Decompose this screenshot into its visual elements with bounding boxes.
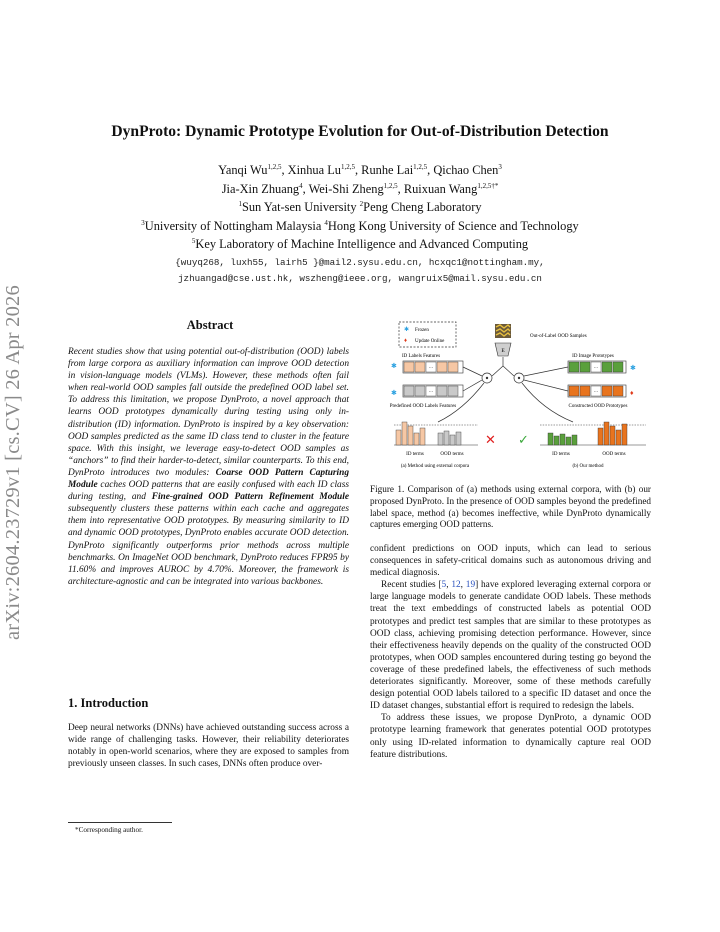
figure-1 (368, 318, 652, 474)
author-line-1: Yanqi Wu$^{1,2,5}$, Xinhua Lu$^{1,2,5}$, Runhe Lai$^{1,2,5}$, Qichao Chen$^3$ (218, 163, 502, 178)
subfigure-a-caption: (a) Method using external corpora (400, 464, 470, 469)
id-label-feature-row (403, 361, 463, 373)
arxiv-identifier: arXiv:2604.23729v1 [cs.CV] 26 Apr 2026 (2, 285, 24, 640)
affiliation-line-1: $^1$Sun Yat-sen University $^2$Peng Cheng Laboratory (238, 200, 482, 215)
id-prototype-row (568, 361, 626, 373)
ellipsis: ··· (593, 390, 599, 395)
flame-icon: ♦ (404, 338, 408, 344)
snowflake-icon: ✱ (630, 364, 636, 372)
citation-link[interactable]: 12 (451, 580, 461, 591)
paragraph: Recent studies [5, 12, 19] have explored leveraging external corpora or large language models to generate candidate OOD labels. These methods treat the text embeddings of constructed labels as potential OOD prototypes and predict test samples that are similar to these prototypes as OOD class, achieving promising detection performance. However, since their effectiveness heavily depends on the quality of the constructed OOD prototypes, when OOD samples encountered during testing go beyond the coverage of these predefined labels, the effectiveness of such methods deteriorates significantly. Moreover, some of these methods carefully design potential OOD labels tailored to a specific ID dataset and once the ID dataset changes, substantial effort is required to redesign the labels. (370, 580, 652, 712)
author-line-2: Jia-Xin Zhuang$^4$, Wei-Shi Zheng$^{1,2,5}$, Ruixuan Wang$^{1,2,5\dagger*}$ (221, 181, 499, 196)
similarity-operators (438, 357, 573, 422)
email-line-1: {wuyq268, luxh55, lairh5 }@mail2.sysu.edu.cn, hcxqc1@nottingham.my, (175, 257, 545, 268)
score-bars-a (394, 422, 478, 445)
snowflake-icon: ✱ (404, 327, 410, 333)
abstract-heading: Abstract (186, 318, 234, 332)
ood-prototype-row (568, 385, 626, 397)
legend-update: Update Online (415, 339, 445, 344)
ellipsis: ··· (593, 366, 599, 371)
ood-label-feature-row (403, 385, 463, 397)
paragraph: To address these issues, we propose DynProto, a dynamic OOD prototype learning framework that generates potential OOD prototypes only using ID-related information to dynamically capture real OOD feature distributions. (370, 713, 651, 760)
ood-terms-label-b: OOD terms (602, 452, 626, 457)
dot-operator (518, 377, 520, 379)
paragraph: confident predictions on OOD inputs, which can lead to serious consequences in safety-critical domains such as autonomous driving and medical diagnosis. (370, 544, 651, 579)
section-heading-introduction: 1. Introduction (68, 696, 149, 710)
introduction-text: Deep neural networks (DNNs) have achieved outstanding success across a wide range of challenging tasks. However, their reliability deteriorates notably in open-world scenarios, where they are exposed to samples from previously unseen classes. In such cases, DNNs often produce over- (68, 723, 349, 770)
encoder-label: E (501, 348, 505, 354)
id-terms-label-b: ID terms (552, 452, 570, 457)
id-labels-features-label: ID Labels Features (401, 354, 441, 359)
email-block (60, 255, 660, 287)
ellipsis: ··· (428, 366, 434, 371)
id-terms-label-a: ID terms (406, 452, 424, 457)
author-block (60, 160, 660, 253)
cross-icon: ✕ (485, 432, 496, 447)
citation-link[interactable]: 5 (441, 580, 447, 591)
affiliation-line-3: $^5$Key Laboratory of Machine Intelligence and Advanced Computing (191, 237, 529, 252)
footnote: *Corresponding author. (75, 826, 143, 834)
footnote-rule (68, 822, 172, 823)
ellipsis: ··· (428, 390, 434, 395)
affiliation-line-2: $^3$University of Nottingham Malaysia $^4$Hong Kong University of Science and Technology (141, 218, 579, 233)
right-column-text (370, 543, 651, 761)
check-icon: ✓ (518, 432, 529, 447)
email-line-2: jzhuangad@cse.ust.hk, wszheng@ieee.org, wangruix5@mail.sysu.edu.cn (178, 273, 542, 284)
figure-caption: Figure 1. Comparison of (a) methods using external corpora, with (b) our proposed DynProto. In the presence of OOD samples beyond the predefined label space, method (a) becomes ineffective, while DynProto dynamically captures emerging OOD patterns. (370, 484, 651, 530)
subfigure-b-caption: (b) Our method (572, 464, 604, 469)
paper-title: DynProto: Dynamic Prototype Evolution for Out-of-Distribution Detection (111, 123, 609, 140)
ood-terms-label-a: OOD terms (440, 452, 464, 457)
ood-sample-images (495, 324, 511, 338)
score-bars-b (540, 422, 646, 445)
citation-link[interactable]: 19 (465, 580, 476, 591)
constructed-ood-label: Constructed OOD Prototypes (568, 404, 628, 409)
snowflake-icon: ✱ (391, 362, 397, 370)
snowflake-icon: ✱ (391, 389, 397, 397)
flame-icon: ♦ (630, 389, 634, 397)
id-image-prototypes-label: ID Image Prototypes (572, 354, 614, 359)
ood-samples-label: Out-of-Label OOD Samples (530, 334, 587, 339)
predefined-ood-label: Predefined OOD Labels Features (389, 404, 457, 409)
dot-operator (486, 377, 488, 379)
abstract-text: Recent studies show that using potential out-of-distribution (OOD) labels from large corpora as auxiliary information can improve OOD detection in vision-language models (VLMs). However, these methods often fail when real-world OOD samples fall outside the predefined OOD label set. To address this limitation, we propose DynProto, a novel approach that learns OOD prototypes dynamically during testing using only in-distribution (ID) information. DynProto is inspired by a key observation: OOD samples predicted as the same ID class tend to cluster in the feature space. With this insight, we leverage easy-to-detect OOD samples as “anchors” to find their harder-to-detect, similar counterparts. To this end, DynProto introduces two modules: Coarse OOD Pattern Capturing Module caches OOD patterns that are easily confused with each ID class during testing, and Fine-grained OOD Pattern Refinement Module subsequently clusters these patterns within each cache and aggregates them into representative OOD prototypes. By measuring similarity to ID and dynamic OOD prototypes, DynProto enables accurate OOD detection. DynProto significantly outperforms prior methods across multiple benchmarks. On ImageNet OOD benchmark, DynProto reduces FPR95 by 11.60% and improves AUROC by 4.70%. Moreover, the framework is architecture-agnostic and can be integrated into various backbones. (68, 347, 349, 587)
legend-frozen: Frozen (415, 328, 429, 333)
